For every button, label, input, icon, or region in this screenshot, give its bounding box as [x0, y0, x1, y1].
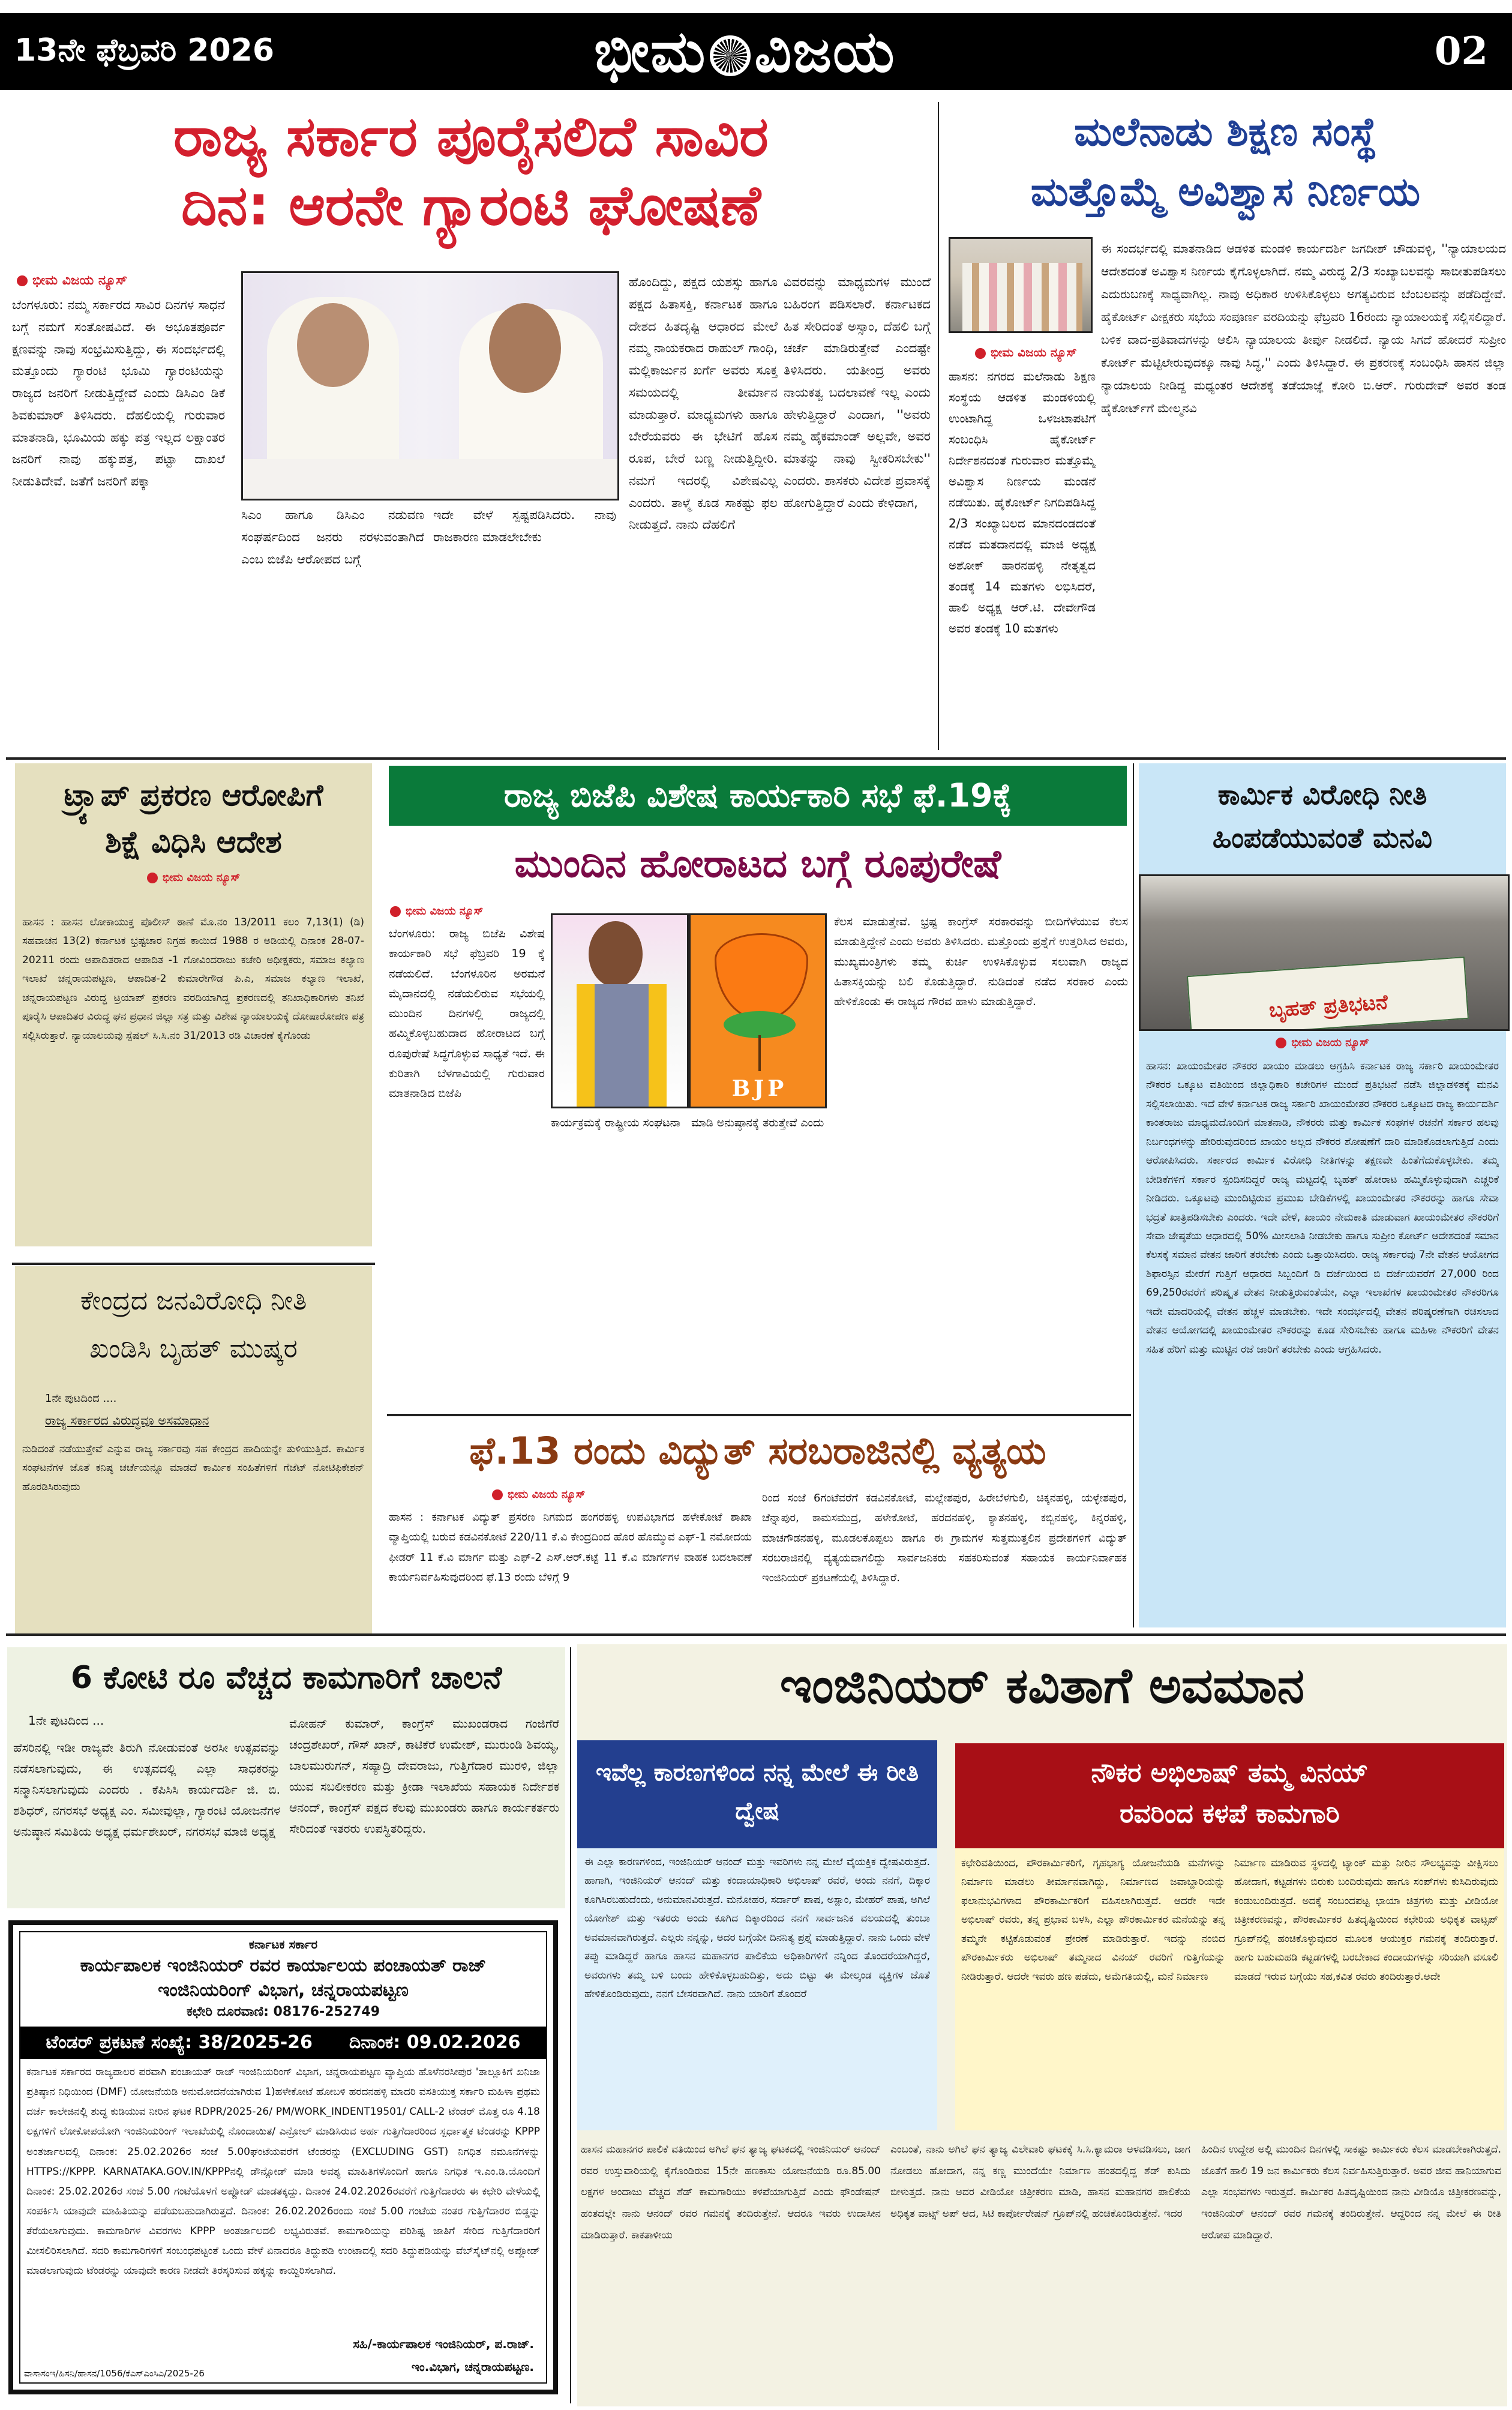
story9-subhead-left-box [577, 1740, 937, 1848]
story1-headline-line1: ರಾಜ್ಯ ಸರ್ಕಾರ ಪೂರೈಸಲಿದೆ ಸಾವಿರ [173, 104, 769, 169]
story8-col2: ಮೋಹನ್ ಕುಮಾರ್, ಕಾಂಗ್ರೆಸ್ ಮುಖಂಡರಾದ ಗಂಜಿಗೆರೆ ಚಂದ್ರಶೇಖರ್, ಗೌಸ್ ಖಾನ್, ಕಾಟಿಕೆರೆ ಉಮೇಶ್, ಮುರುಂಡಿ ಶಿವಯ್ಯ, ಬಾಲಮುರುಗನ್, ಸಹ್ಯಾದ್ರಿ ದೇವರಾಜು, ಗುತ್ತಿಗೆದಾರ ಮುರಳಿ, ಜಿಲ್ಲಾ ಯುವ ಸಬಲೀಕರಣ ಮತ್ತು ಕ್ರೀಡಾ ಇಲಾಖೆಯ ಸಹಾಯಕ ನಿರ್ದೇಶಕ ಆನಂದ್, ಕಾಂಗ್ರೆಸ್ ಪಕ್ಷದ ಕೆಲವು ಮುಖಂಡರು ಹಾಗೂ ಕಾರ್ಯಕರ್ತರು ಸೇರಿದಂತೆ ಇತರರು ಉಪಸ್ಥಿತರಿದ್ದರು. [289, 1716, 559, 1836]
story2-headline [945, 102, 1506, 228]
story9-left-body: ಈ ಎಲ್ಲಾ ಕಾರಣಗಳಿಂದ, ಇಂಜಿನಿಯರ್ ಆನಂದ್ ಮತ್ತು ಇವರಿಗಳು ನನ್ನ ಮೇಲೆ ವೈಯಕ್ತಿಕ ದ್ವೇಷವಿರುತ್ತದೆ. ಹಾಗಾಗಿ, ಇಂಜಿನಿಯರ್ ಆನಂದ್ ಮತ್ತು ಕಂದಾಯಾಧಿಕಾರಿ ಅಭಿಲಾಷ್ ರವರೆ, ಅಂದು ನನಗೆ, ದಿಕ್ಕಾರ ಕೂಗಿಸಿರಬಹುದೆಂದು, ಅನುಮಾನವಿರುತ್ತದೆ. ಮನೋಹರ, ಸರ್ದಾರ್ ಪಾಷ, ಅಸ್ಲಾಂ, ಮೇಹರ್ ಪಾಷ, ಅಗಿಲೆ ಯೋಗೇಶ್ ಮತ್ತು ಇತರರು ಅಂದು ಕೂಗಿದ ದಿಕ್ಕಾರದಿಂದ ನನಗೆ ಸಾರ್ವಜನಿಕ ವಲಯದಲ್ಲಿ ತುಂಬಾ ಅವಮಾನವಾಗಿರುತ್ತದೆ. ಎಲ್ಲರು ನನ್ನನ್ನು, ಅದರ ಬಗ್ಗೆಯೇ ದಿನನಿತ್ಯ ಪ್ರಶ್ನೆ ಮಾಡುತ್ತಿದ್ದಾರೆ. ನಾನು ಒಂದು ವೇಳೆ ತಪ್ಪು ಮಾಡಿದ್ದರೆ ಹಾಗೂ ಹಾಸನ ಮಹಾನಗರ ಪಾಲಿಕೆಯ ಅಧಿಕಾರಿಗಳಿಗೆ ನನ್ನಿಂದ ತೊಂದರೆಯಾಗಿದ್ದರೆ, ಅವರುಗಳು ತಮ್ಮ ಬಳಿ ಬಂದು ಹೇಳಿಕೊಳ್ಳಬಹುದಿತ್ತು, ಅದು ಬಿಟ್ಟು ಈ ಮೇಲ್ಕಂಡ ವ್ಯಕ್ತಿಗಳ ಜೊತೆ ಹೇಳಿಕೊಂಡಿರುವುದು, ನನಗೆ ಬೇಸರವಾಗಿದೆ. ನಾನು ಯಾರಿಗೆ ತೊಂದರೆ [584, 1856, 930, 2001]
story9-bottom-col3: ಹಿಂದಿನ ಉದ್ದೇಶ ಅಲ್ಲಿ ಮುಂದಿನ ದಿನಗಳಲ್ಲಿ ಸಾಕಷ್ಟು ಕಾರ್ಮಿಕರು ಕೆಲಸ ಮಾಡಬೇಕಾಗಿರುತ್ತದೆ. ಜೊತೆಗೆ ಹಾಲಿ 19 ಜನ ಕಾರ್ಮಿಕರು ಕೆಲಸ ನಿರ್ವಹಿಸುತ್ತಿರುತ್ತಾರೆ. ಅವರ ಜೀವ ಹಾನಿಯಾಗುವ ಎಲ್ಲಾ ಸಂಭವಗಳು ಇರುತ್ತದೆ. ಕಾರ್ಮಿಕರ ಹಿತದೃಷ್ಟಿಯಿಂದ ನಾನು ವೀಡಿಯೊ ಚಿತ್ರೀಕರಣವನ್ನು, ಇಂಜಿನಿಯರ್ ಆನಂದ್ ರವರ ಗಮನಕ್ಕೆ ತಂದಿರುತ್ತೇನೆ. ಆದ್ದರಿಂದ ನನ್ನ ಮೇಲೆ ಈ ರೀತಿ ಆರೋಪ ಮಾಡಿದ್ದಾರೆ. [1201, 2144, 1501, 2241]
ad-office-line1: ಕಾರ್ಯಪಾಲಕ ಇಂಜಿನಿಯರ್ ರವರ ಕಾರ್ಯಾಲಯ ಪಂಚಾಯತ್ ರಾಜ್ [80, 1955, 487, 1976]
story5-banner-text: ರಾಜ್ಯ ಬಿಜೆಪಿ ವಿಶೇಷ ಕಾರ್ಯಕಾರಿ ಸಭೆ ಫೆ.19ಕ್ಕೆ [503, 777, 1012, 814]
tender-advertisement [8, 1920, 558, 2394]
ad-tender-bar [20, 2027, 546, 2059]
page-number: 02 [1434, 29, 1488, 74]
bullet-icon [390, 906, 401, 917]
ad-phone: ಕಛೇರಿ ದೂರವಾಣಿ: 08176-252749 [186, 2004, 380, 2019]
column-divider [570, 1647, 571, 2403]
story9-left-column-box [577, 1848, 937, 2130]
story9-right-col1: ಕಛೇರಿವತಿಯಿಂದ, ಪೌರಕಾರ್ಮಿಕರಿಗೆ, ಗೃಹಭಾಗ್ಯ ಯೋಜನೆಯಡಿ ಮನೆಗಳನ್ನು ನಿರ್ಮಾಣ ಮಾಡಲು ತೀರ್ಮಾನವಾಗಿದ್ದು, ನಿರ್ಮಾಣದ ಜವಾಬ್ದಾರಿಯನ್ನು ಫಲಾನುಭವಿಗಳಾದ ಪೌರಕಾರ್ಮಿಕರಿಗೆ ವಹಿಸಲಾಗಿರುತ್ತದೆ. ಆದರೇ ಇದೇ ಅಭಿಲಾಷ್ ರವರು, ತನ್ನ ಪ್ರಭಾವ ಬಳಸಿ, ಎಲ್ಲಾ ಪೌರಕಾರ್ಮಿಕರ ಮನೆಯನ್ನು ತನ್ನ ತಮ್ಮನೇ ಕಟ್ಟಿಕೊಡುವಂತೆ ಪ್ರೇರಣೆ ಮಾಡಿರುತ್ತಾರೆ. ಇದನ್ನು ನಂಬಿದ ಪೌರಕಾರ್ಮಿಕರು ಅಭಿಲಾಷ್ ತಮ್ಮನಾದ ವಿನಯ್ ರವರಿಗೆ ಗುತ್ತಿಗೆಯನ್ನು ನೀಡಿರುತ್ತಾರೆ. ಆದರೇ ಇವರು ಹಣ ಪಡೆದು, ಅಮೆಗತಿಯಲ್ಲಿ, ಮನೆ ನಿರ್ಮಾಣ [961, 1857, 1225, 1983]
story6-byline: ಭೀಮ ವಿಜಯ ನ್ಯೂಸ್ [1139, 1036, 1506, 1049]
logo-text-left: ಭೀಮ [594, 18, 707, 85]
bullet-icon [975, 348, 986, 359]
bjp-logo [689, 913, 827, 1108]
story6-headline-line2: ಹಿಂಪಡೆಯುವಂತೆ ಮನವಿ [1212, 822, 1433, 854]
ad-tender-date: ದಿನಾಂಕ: 09.02.2026 [349, 2032, 521, 2053]
story9-subhead-right-box [955, 1743, 1504, 1848]
story4-body: ನುಡಿದಂತೆ ನಡೆಯುತ್ತೇವೆ ಎನ್ನುವ ರಾಜ್ಯ ಸರ್ಕಾರವು ಸಹ ಕೇಂದ್ರದ ಹಾದಿಯನ್ನೇ ತುಳಿಯುತ್ತಿದೆ. ಕಾರ್ಮಿಕ ಸಂಘಟನೆಗಳ ಜೊತೆ ಕನಿಷ್ಠ ಚರ್ಚೆಯನ್ನೂ ಮಾಡದೆ ಕಾರ್ಮಿಕ ಸಂಹಿತೆಗಳಿಗೆ ಗೆಜೆಟ್ ನೋಟಿಫಿಕೇಶನ್ ಹೊರಡಿಸಿರುವುದು [22, 1443, 364, 1493]
ad-body: ಕರ್ನಾಟಕ ಸರ್ಕಾರದ ರಾಜ್ಯಪಾಲರ ಪರವಾಗಿ ಪಂಚಾಯತ್ ರಾಜ್ ಇಂಜಿನಿಯರಿಂಗ್ ವಿಭಾಗ, ಚನ್ನರಾಯಪಟ್ಟಣ ವ್ಯಾಪ್ತಿಯ ಹೊಳೆನರಸೀಪುರ 'ತಾಲ್ಲೂಕಿಗೆ ಖನಿಜಾ ಪ್ರತಿಷ್ಠಾನ ನಿಧಿಯಿಂದ (DMF) ಯೋಜನೆಯಡಿ ಅನುಮೋದನೆಯಾಗಿರುವ 1)ಹಳೇಕೋಟೆ ಹೋಬಳಿ ಹರದನಹಳ್ಳಿ ಮಾದರಿ ವಸತಿಯುಕ್ತ ಸರ್ಕಾರಿ ಮಹಿಳಾ ಪ್ರಥಮ ದರ್ಜೆ ಕಾಲೇಜಿನಲ್ಲಿ ಶುದ್ಧ ಕುಡಿಯುವ ನೀರಿನ ಘಟಕ RDPR/2025-26/ PM/WORK_INDENT19501/ CALL-2 ಟೆಂಡರ್ ಮೊತ್ತ ರೂ 4.18 ಲಕ್ಷಗಳಿಗೆ ಲೋಕೋಪಯೋಗಿ ಇಂಜಿನಿಯರಿಂಗ್ ಇಲಾಖೆಯಲ್ಲಿ ನೊಂದಾಯಿತ/ ಎನ್ರೋಲ್ ಮಾಡಿಸಿರುವ ಅರ್ಹ ಗುತ್ತಿಗೆದಾರರಿಂದ ಸ್ಪರ್ಧಾತ್ಮಕ ಟೆಂಡರನ್ನು KPPP ಅಂತರ್ಜಾಲದಲ್ಲಿ ದಿನಾಂಕ: 25.02.2026ರ ಸಂಜೆ 5.00ಘಂಟೆಯವರೆಗೆ ಟೆಂಡರನ್ನು (EXCLUDING GST) ನಿಗಧಿತ ನಮೂನೆಗಳನ್ನು HTTPS://KPPP. KARNATAKA.GOV.IN/KPPPನಲ್ಲಿ ಡೌನ್ಲೋಡ್ ಮಾಡಿ ಅವಶ್ಯ ಮಾಹಿತಿಗಳೊಂದಿಗೆ ಹಾಗೂ ನಿಗಧಿತ ಇ.ಎಂ.ಡಿ.ಯೊಂದಿಗೆ ದಿನಾಂಕ: 25.02.2026ರ ಸಂಜೆ 5.00 ಗಂಟೆಯೊಳಗೆ ಅಪ್ಲೋಡ್ ಮಾಡತಕ್ಕದ್ದು. ದಿನಾಂಕ 24.02.2026ರವರೆಗೆ ಗುತ್ತಿಗೆದಾರರು ಈ ಕಛೇರಿ ವೇಳೆಯಲ್ಲಿ ಸಂಪರ್ಕಿಸಿ ಯಾವುದೇ ಮಾಹಿತಿಯನ್ನು ಪಡೆಯಬಹುದಾಗಿರುತ್ತದೆ. ದಿನಾಂಕ: 26.02.2026ರಂದು ಸಂಜೆ 5.00 ಗಂಟೆಯ ನಂತರ ಗುತ್ತಿಗೆದಾರರ ಬಿಡ್ಡನ್ನು ತೆರೆಯಲಾಗುವುದು. ಕಾಮಗಾರಿಗಳ ವಿವರಗಳು KPPP ಅಂತರ್ಜಾಲದಲಿ ಲಭ್ಯವಿರುತವೆ. ಕಾಮಗಾರಿಯನ್ನು ಪರಿಶಿಷ್ಟ ಜಾತಿಗೆ ಸೇರಿದ ಗುತ್ತಿಗೆದಾರರಿಗೆ ಮೀಸಲಿರಿಸಲಾಗಿದೆ. ಸದರಿ ಕಾಮಗಾರಿಗಳಿಗೆ ಸಂಬಂಧಪಟ್ಟಂತೆ ಒಂದು ವೇಳೆ ಏನಾದರೂ ತಿದ್ದುಪಡಿ ಉಂಟಾದಲ್ಲಿ ಸದರಿ ತಿದ್ದುಪಡಿಯನ್ನು ವೆಬ್‌ಸೈಟ್‌ನಲ್ಲಿ ಅಪ್ಲೋಡ್ ಮಾಡಲಾಗುವುದು ಟೆಂಡರನ್ನು ಯಾವುದೇ ಕಾರಣ ನೀಡದೇ ತಿರಸ್ಕರಿಸುವ ಹಕ್ಕನ್ನು ಕಾಯ್ದಿರಿಸಲಾಗಿದೆ. [26, 2066, 540, 2277]
ad-signature-line1: ಸಹಿ/-ಕಾರ್ಯಪಾಲಕ ಇಂಜಿನಿಯರ್, ಪ.ರಾಜ್. [353, 2337, 534, 2351]
story3-headline-line1: ಟ್ರ್ಯಾಪ್ ಪ್ರಕರಣ ಆರೋಪಿಗೆ [64, 778, 323, 813]
story7-col2: ರಿಂದ ಸಂಜೆ 6ಗಂಟೆವರೆಗೆ ಕಡವಿನಕೋಟೆ, ಮಲ್ಲೇಶಪುರ, ಹಿರೇಬೆಳಗುಲಿ, ಚಿಕ್ಕನಹಳ್ಳಿ, ಯಳ್ಳೇಶಪುರ, ಚೆನ್ನಾಪುರ, ಕಾಮಸಮುದ್ರ, ಹಳೇಕೋಟೆ, ಹರದನಹಳ್ಳಿ, ಕ್ಯಾತನಹಳ್ಳಿ, ಕಬ್ಬಿನಹಳ್ಳಿ, ಕಿನ್ನರಹಳ್ಳಿ, ಮಾಚಗೌಡನಹಳ್ಳಿ, ಮೂಡಲಕೊಪ್ಪಲು ಹಾಗೂ ಈ ಗ್ರಾಮಗಳ ಸುತ್ತಮುತ್ತಲಿನ ಪ್ರದೇಶಗಳಿಗೆ ವಿದ್ಯುತ್ ಸರಬರಾಜಿನಲ್ಲಿ ವ್ಯತ್ಯಯವಾಗಲಿದ್ದು ಸಾರ್ವಜನಿಕರು ಸಹಕರಿಸುವಂತೆ ಸಹಾಯಕ ಕಾರ್ಯನಿರ್ವಾಹಕ ಇಂಜಿನಿಯರ್ ಪ್ರಕಟಣೆಯಲ್ಲಿ ತಿಳಿಸಿದ್ದಾರೆ. [762, 1492, 1127, 1585]
story6-headline-line1: ಕಾರ್ಮಿಕ ವಿರೋಧಿ ನೀತಿ [1217, 778, 1427, 811]
story1-photo-cm-dcm [241, 271, 619, 500]
story1-byline: ಭೀಮ ವಿಜಯ ನ್ಯೂಸ್ [17, 273, 221, 288]
section-divider [12, 1263, 375, 1265]
bullet-icon [17, 275, 28, 286]
ad-gov-name: ಕರ್ನಾಟಕ ಸರ್ಕಾರ [248, 1937, 318, 1952]
logo-text-right: ವಿಜಯ [754, 18, 896, 85]
story4-subhead: ರಾಜ್ಯ ಸರ್ಕಾರದ ವಿರುದ್ಧವೂ ಅಸಮಾಧಾನ [45, 1413, 209, 1428]
story4-continued: 1ನೇ ಪುಟದಿಂದ .... [45, 1392, 117, 1405]
masthead [0, 13, 1512, 90]
story5-headline: ಮುಂದಿನ ಹೋರಾಟದ ಬಗ್ಗೆ ರೂಪುರೇಷೆ [514, 842, 1001, 886]
story2-col2: ಈ ಸಂದರ್ಭದಲ್ಲಿ ಮಾತನಾಡಿದ ಆಡಳಿತ ಮಂಡಳಿ ಕಾರ್ಯದರ್ಶಿ ಜಗದೀಶ್ ಚೌಡುವಳ್ಳಿ, ''ನ್ಯಾಯಾಲಯದ ಆದೇಶದಂತೆ ಅವಿಶ್ವಾಸ ನಿರ್ಣಯ ಕೈಗೊಳ್ಳಲಾಗಿದೆ. ನಮ್ಮ ವಿರುದ್ಧ 2/3 ಸಂಖ್ಯಾಬಲವನ್ನು ಸಾಬೀತುಪಡಿಸಲು ಎದುರುಬಣಕ್ಕೆ ಸಾಧ್ಯವಾಗಿಲ್ಲ. ನಾವು ಅಧಿಕಾರ ಉಳಿಸಿಕೊಳ್ಳಲು ಅಗತ್ಯವಿರುವ ಬೆಂಬಲವನ್ನು ಪಡೆದಿದ್ದೇವೆ. ಹೈಕೋರ್ಟ್ ವೀಕ್ಷಕರು ಸಭೆಯ ಸಂಪೂರ್ಣ ವರದಿಯನ್ನು ಫೆಬ್ರವರಿ 16ರಂದು ನ್ಯಾಯಾಲಯಕ್ಕೆ ಸಲ್ಲಿಸಲಿದ್ದಾರೆ. ಬಳಿಕ ವಾದ-ಪ್ರತಿವಾದಗಳನ್ನು ಆಲಿಸಿ ನ್ಯಾಯಾಲಯ ತೀರ್ಪು ನೀಡಲಿದೆ. ನ್ಯಾಯ ಸಿಗದೆ ಹೋದರೆ ಸುಪ್ರೀಂ ಕೋರ್ಟ್ ಮೆಟ್ಟಿಲೇರುವುದಕ್ಕೂ ನಾವು ಸಿದ್ಧ,'' ಎಂದು ತಿಳಿಸಿದ್ದಾರೆ. ಈ ಪ್ರಕರಣಕ್ಕೆ ಸಂಬಂಧಿಸಿ ಹಾಸನ ಜಿಲ್ಲಾ ನ್ಯಾಯಾಲಯ ನೀಡಿದ್ದ ಮಧ್ಯಂತರ ಆದೇಶಕ್ಕೆ ತಡೆಯಾಜ್ಞೆ ಕೋರಿ ಬಿ.ಆರ್. ಗುರುದೇವ್ ಅವರ ತಂಡ ಹೈಕೋರ್ಟ್‌ಗೆ ಮೇಲ್ಮನವಿ [1101, 241, 1506, 415]
story1-col1: ಬೆಂಗಳೂರು: ನಮ್ಮ ಸರ್ಕಾರದ ಸಾವಿರ ದಿನಗಳ ಸಾಧನೆ ಬಗ್ಗೆ ನಮಗೆ ಸಂತೋಷವಿದೆ. ಈ ಅಭೂತಪೂರ್ವ ಕ್ಷಣವನ್ನು ನಾವು ಸಂಭ್ರಮಿಸುತ್ತಿದ್ದು, ಈ ಸಂದರ್ಭದಲ್ಲಿ ಮತ್ತೊಂದು ಗ್ಯಾರಂಟಿ ಭೂಮಿ ಗ್ಯಾರಂಟಿಯನ್ನು ರಾಜ್ಯದ ಜನರಿಗೆ ನೀಡುತ್ತಿದ್ದೇವೆ ಎಂದು ಡಿಸಿಎಂ ಡಿಕೆ ಶಿವಕುಮಾರ್ ತಿಳಿಸಿದರು. ದೆಹಲಿಯಲ್ಲಿ ಗುರುವಾರ ಮಾತನಾಡಿ, ಭೂಮಿಯ ಹಕ್ಕು ಪತ್ರ ಇಲ್ಲದ ಲಕ್ಷಾಂತರ ಜನರಿಗೆ ನಾವು ಹಕ್ಕುಪತ್ರ, ಪಟ್ಟಾ ದಾಖಲೆ ನೀಡುತಿದೇವೆ. ಜತೆಗೆ ಜನರಿಗೆ ಪಕ್ಕಾ [12, 298, 225, 488]
story9-subhead-right-line1: ನೌಕರ ಅಭಿಲಾಷ್ ತಮ್ಮ ವಿನಯ್ [1091, 1758, 1369, 1788]
story9-subhead-left: ಇವೆಲ್ಲ ಕಾರಣಗಳಿಂದ ನನ್ನ ಮೇಲೆ ಈ ರೀತಿ ದ್ವೇಷ [595, 1759, 919, 1825]
story2-headline-line1: ಮಲೆನಾಡು ಶಿಕ್ಷಣ ಸಂಸ್ಥೆ [1074, 109, 1377, 155]
story1-col4: ವಿವರವನ್ನು ಮಾಧ್ಯಮಗಳ ಮುಂದೆ ಬಹಿರಂಗ ಪಡಿಸಲಾರೆ. ಕರ್ನಾಟಕದ ಹಿತ ಸೇರಿದಂತೆ ಅಸ್ಸಾಂ, ದೆಹಲಿ ಬಗ್ಗೆ ಚರ್ಚೆ ಮಾಡಿರುತ್ತೇವೆ ಎಂದಷ್ಟೇ ತಿಳಿಸಿದರು. ಯತೀಂದ್ರ ಅವರು ನಾಯಕತ್ವ ಬದಲಾವಣೆ ಇಲ್ಲ ಎಂದು ಹೇಳುತ್ತಿದ್ದಾರೆ ಎಂದಾಗ, ''ಅವರು ನಮ್ಮ ಹೈಕಮಾಂಡ್ ಅಲ್ಲವೇ, ಅವರ ಮಾತನ್ನು ನಾವು ಸ್ವೀಕರಿಸಬೇಕು'' ಎಂದರು. ಶಾಸಕರು ವಿದೇಶ ಪ್ರವಾಸಕ್ಕೆ ಹೋಗುತ್ತಿದ್ದಾರೆ ಎಂದು ಕೇಳಿದಾಗ, [784, 275, 931, 510]
ad-signature-line2: ಇಂ.ವಿಭಾಗ, ಚನ್ನರಾಯಪಟ್ಟಣ. [411, 2360, 534, 2374]
section-divider [6, 1633, 1506, 1636]
story7-byline: ಭೀಮ ವಿಜಯ ನ್ಯೂಸ್ [492, 1488, 648, 1501]
story4-box [15, 1266, 372, 1635]
protest-banner-text: ಬೃಹತ್ ಪ್ರತಿಭಟನೆ [1268, 990, 1389, 1023]
story1-caption-col1: ಸಿಎಂ ಹಾಗೂ ಡಿಸಿಎಂ ನಡುವಣ ಸಂಘರ್ಷದಿಂದ ಜನರು ನರಳುವಂತಾಗಿದೆ ಎಂಬ ಬಿಜೆಪಿ ಆರೋಪದ ಬಗ್ಗೆ [241, 508, 424, 566]
story3-box [15, 763, 372, 1246]
story8-continued: 1ನೇ ಪುಟದಿಂದ ... [28, 1713, 104, 1728]
story2-byline: ಭೀಮ ವಿಜಯ ನ್ಯೂಸ್ [975, 345, 1107, 359]
story2-photo-group [949, 237, 1093, 333]
story6-photo-protest [1139, 874, 1510, 1031]
story9-bottom-col2: ಎಂಬಂತೆ, ನಾನು ಅಗಿಲೆ ಘನ ತ್ಯಾಜ್ಯ ವಿಲೇವಾರಿ ಘಟಕಕ್ಕೆ ಸಿ.ಸಿ.ಕ್ಯಾಮರಾ ಅಳವಡಿಸಲು, ಜಾಗ ನೋಡಲು ಹೋದಾಗ, ನನ್ನ ಕಣ್ಣ ಮುಂದೆಯೇ ನಿರ್ಮಾಣ ಹಂತದಲ್ಲಿದ್ದ ಶೆಡ್ ಕುಸಿದು ಬೀಳುತ್ತದೆ. ನಾನು ಅದರ ವೀಡಿಯೋ ಚಿತ್ರೀಕರಣ ಮಾಡಿ, ಹಾಸನ ಮಹಾನಗರ ಪಾಲಿಕೆಯ ಅಧಿಕೃತ ವಾಟ್ಸ್ ಅಪ್ ಆದ, ಸಿಟಿ ಕಾರ್ಪೋರೇಷನ್ ಗ್ರೂಪ್‌ನಲ್ಲಿ ಹಂಚಿಕೊಂಡಿರುತ್ತೇನೆ. ಇದರ [890, 2144, 1190, 2220]
chakra-icon [710, 35, 751, 76]
ad-tender-number: ಟೆಂಡರ್ ಪ್ರಕಟಣೆ ಸಂಖ್ಯೆ: 38/2025-26 [46, 2032, 313, 2053]
story7-headline: ಫೆ.13 ರಂದು ವಿದ್ಯುತ್ ಸರಬರಾಜಿನಲ್ಲಿ ವ್ಯತ್ಯಯ [469, 1429, 1046, 1473]
story8-headline: 6 ಕೋಟಿ ರೂ ವೆಚ್ಚದ ಕಾಮಗಾರಿಗೆ ಚಾಲನೆ [70, 1660, 502, 1696]
bullet-icon [147, 873, 158, 883]
story6-box [1139, 763, 1506, 1627]
story9-subhead-right-line2: ರವರಿಂದ ಕಳಪೆ ಕಾಮಗಾರಿ [1120, 1798, 1340, 1829]
story2-col1: ಹಾಸನ: ನಗರದ ಮಲೆನಾಡು ಶಿಕ್ಷಣ ಸಂಸ್ಥೆಯ ಆಡಳಿತ ಮಂಡಳಿಯಲ್ಲಿ ಉಂಟಾಗಿದ್ದ ಒಳಜಟಾಪಟಿಗೆ ಸಂಬಂಧಿಸಿ ಹೈಕೋರ್ಟ್ ನಿರ್ದೇಶನದಂತೆ ಗುರುವಾರ ಮತ್ತೊಮ್ಮೆ ಅವಿಶ್ವಾಸ ನಿರ್ಣಯ ಮಂಡನೆ ನಡೆಯಿತು. ಹೈಕೋರ್ಟ್ ನಿಗದಿಪಡಿಸಿದ್ದ 2/3 ಸಂಖ್ಯಾಬಲದ ಮಾನದಂಡದಂತೆ ನಡೆದ ಮತದಾನದಲ್ಲಿ ಮಾಜಿ ಅಧ್ಯಕ್ಷ ಅಶೋಕ್ ಹಾರನಹಳ್ಳಿ ನೇತೃತ್ವದ ತಂಡಕ್ಕೆ 14 ಮತಗಳು ಲಭಿಸಿದರೆ, ಹಾಲಿ ಅಧ್ಯಕ್ಷ ಆರ್.ಟಿ. ದೇವೇಗೌಡ ಅವರ ತಂಡಕ್ಕೆ 10 ಮತಗಳು [949, 369, 1096, 636]
story6-body: ಹಾಸನ: ಖಾಯಂಮೇತರ ನೌಕರರ ಖಾಯಂ ಮಾಡಲು ಆಗ್ರಹಿಸಿ ಕರ್ನಾಟಕ ರಾಜ್ಯ ಸರ್ಕಾರಿ ಖಾಯಂಮೇತರ ನೌಕರರ ಒಕ್ಕೂಟ ವತಿಯಿಂದ ಜಿಲ್ಲಾಧಿಕಾರಿ ಕಚೇರಿಗಳ ಮುಂದೆ ಪ್ರತಿಭಟನೆ ನಡೆಸಿ ಜಿಲ್ಲಾಡಳಿತಕ್ಕೆ ಮನವಿ ಸಲ್ಲಿಸಲಾಯಿತು. ಇದೆ ವೇಳೆ ಕರ್ನಾಟಕ ರಾಜ್ಯ ಸರ್ಕಾರಿ ಖಾಯಂಮೇತರ ನೌಕರರ ಒಕ್ಕೂಟದ ರಾಜ್ಯ ಕಾರ್ಯದರ್ಶಿ ಕಾಂತರಾಜು ಮಾಧ್ಯಮದೊಂದಿಗೆ ಮಾತನಾಡಿ, ನೌಕರರು ಮತ್ತು ಕಾರ್ಮಿಕ ಸಂಘಗಳ ರಚನೆಗೆ ಸರ್ಕಾರ ಹಲವು ನಿರ್ಬಂಧಗಳನ್ನು ಹೇರಿರುವುದರಿಂದ ಖಾಯಂ ಅಲ್ಲದ ನೌಕರರ ಶೋಷಣೆಗೆ ದಾರಿ ಮಾಡಿಕೊಡಲಾಗುತ್ತಿದೆ ಎಂದು ಆರೋಪಿಸಿದರು. ಸರ್ಕಾರದ ಕಾರ್ಮಿಕ ವಿರೋಧಿ ನೀತಿಗಳನ್ನು ತಕ್ಷಣವೇ ಹಿಂತೆಗೆದುಕೊಳ್ಳಬೇಕು. ತಮ್ಮ ಬೇಡಿಕೆಗಳಿಗೆ ಸರ್ಕಾರ ಸ್ಪಂದಿಸದಿದ್ದರೆ ರಾಜ್ಯ ಮಟ್ಟದಲ್ಲಿ ಬೃಹತ್ ಹೋರಾಟ ಹಮ್ಮಿಕೊಳ್ಳುವುದಾಗಿ ಎಚ್ಚರಿಕೆ ನೀಡಿದರು. ಒಕ್ಕೂಟವು ಮುಂದಿಟ್ಟಿರುವ ಪ್ರಮುಖ ಬೇಡಿಕೆಗಳಲ್ಲಿ ಖಾಯಂಮೇತರ ನೌಕರರನ್ನು ಹಾಗೂ ಸೇವಾ ಭದ್ರತೆ ಖಾತ್ರಿಪಡಿಸಬೇಕು ಎಂದರು. ಇದೇ ವೇಳೆ, ಖಾಯಂ ನೇಮಕಾತಿ ಮಾಡುವಾಗ ಖಾಯಂಮೇತರ ನೌಕರರಿಗೆ ಸೇವಾ ಜೇಷ್ಠತೆಯ ಆಧಾರದಲ್ಲಿ 50% ಮೀಸಲಾತಿ ನೀಡಬೇಕು ಹಾಗೂ ಸುಪ್ರೀಂ ಕೋರ್ಟ್ ಆದೇಶದಂತೆ ಸಮಾನ ಕೆಲಸಕ್ಕೆ ಸಮಾನ ವೇತನ ಜಾರಿಗೆ ತರಬೇಕು ಎಂದು ಒತ್ತಾಯಿಸಿದರು. ರಾಜ್ಯ ಸರ್ಕಾರವು 7ನೇ ವೇತನ ಆಯೋಗದ ಶಿಫಾರಸ್ಸಿನ ಮೇರೆಗೆ ಗುತ್ತಿಗೆ ಆಧಾರದ ಸಿಬ್ಬಂದಿಗೆ ಡಿ ದರ್ಜೆಯಿಂದ ಬಿ ದರ್ಜೆಯವರೆಗೆ 27,000 ರಿಂದ 69,250ರವರೆಗೆ ಪರಿಷ್ಕೃತ ವೇತನ ನೀಡುತ್ತಿರುವಂತೆಯೇ, ಎಲ್ಲಾ ಇಲಾಖೆಗಳ ಖಾಯಂಮೇತರ ನೌಕರರಿಗೂ ಇದೇ ಮಾದರಿಯಲ್ಲಿ ವೇತನ ಹೆಚ್ಚಳ ಮಾಡಬೇಕು. ಇದೇ ಸಂದರ್ಭದಲ್ಲಿ ವೇತನ ಪರಿಷ್ಕರಣೆಗಾಗಿ ರಚಿಸಲಾದ ವೇತನ ಆಯೋಗದಲ್ಲಿ ಖಾಯಂಮೇತರ ನೌಕರರನ್ನು ಕೂಡ ಸೇರಿಸಬೇಕು ಹಾಗೂ ಮಹಿಳಾ ನೌಕರರಿಗೆ ವೇತನ ಸಹಿತ ಹೆರಿಗೆ ಮತ್ತು ಮುಟ್ಟಿನ ರಜೆ ಜಾರಿಗೆ ತರಬೇಕು ಎಂದು ಆಗ್ರಹಿಸಿದರು. [1146, 1060, 1499, 1356]
story4-headline-line2: ಖಂಡಿಸಿ ಬೃಹತ್ ಮುಷ್ಕರ [89, 1333, 298, 1364]
newspaper-logo [594, 18, 896, 86]
story5-photo-speaker [551, 913, 689, 1108]
story2-headline-line2: ಮತ್ತೊಮ್ಮೆ ಅವಿಶ್ವಾಸ ನಿರ್ಣಯ [1030, 169, 1421, 215]
story9-right-column-box [955, 1848, 1504, 2130]
story3-byline: ಭೀಮ ವಿಜಯ ನ್ಯೂಸ್ [15, 871, 372, 884]
story8-box [7, 1647, 565, 1908]
story5-col1: ಬೆಂಗಳೂರು: ರಾಜ್ಯ ಬಿಜೆಪಿ ವಿಶೇಷ ಕಾರ್ಯಕಾರಿ ಸಭೆ ಫೆಬ್ರವರಿ 19 ಕ್ಕೆ ನಡೆಯಲಿದೆ. ಬೆಂಗಳೂರಿನ ಅರಮನೆ ಮೈದಾನದಲ್ಲಿ ನಡೆಯಲಿರುವ ಸಭೆಯಲ್ಲಿ ಮುಂದಿನ ದಿನಗಳಲ್ಲಿ ರಾಜ್ಯದಲ್ಲಿ ಹಮ್ಮಿಕೊಳ್ಳಬಹುದಾದ ಹೋರಾಟದ ಬಗ್ಗೆ ರೂಪುರೇಷೆ ಸಿದ್ಧಗೊಳ್ಳುವ ಸಾಧ್ಯತೆ ಇದೆ. ಈ ಕುರಿತಾಗಿ ಬೆಳಗಾವಿಯಲ್ಲಿ ಗುರುವಾರ ಮಾತನಾಡಿದ ಬಿಜೆಪಿ [389, 927, 545, 1100]
story9-box [577, 1644, 1507, 2406]
issue-date: 13ನೇ ಫೆಬ್ರವರಿ 2026 [14, 32, 275, 68]
story8-col1: ಹೆಸರಿನಲ್ಲಿ ಇಡೀ ರಾಜ್ಯವೇ ತಿರುಗಿ ನೋಡುವಂತೆ ಅರಸೀ ಉತ್ಸವವನ್ನು ನಡೆಸಲಾಗುವುದು, ಈ ಉತ್ಸವದಲ್ಲಿ ಎಲ್ಲಾ ಸಾಧಕರನ್ನು ಸನ್ಮಾನಿಸಲಾಗುವುದು ಎಂದರು . ಕೆಪಿಸಿಸಿ ಕಾರ್ಯದರ್ಶಿ ಜಿ. ಬಿ. ಶಶಿಧರ್, ನಗರಸಭೆ ಅಧ್ಯಕ್ಷ ಎಂ. ಸಮೀವುಲ್ಲಾ, ಗ್ಯಾರಂಟಿ ಯೋಜನೆಗಳ ಅನುಷ್ಠಾನ ಸಮಿತಿಯ ಅಧ್ಯಕ್ಷ ಧರ್ಮಶೇಖರ್, ನಗರಸಭೆ ಮಾಜಿ ಅಧ್ಯಕ್ಷ [13, 1740, 280, 1839]
story9-bottom-col1: ಹಾಸನ ಮಹಾನಗರ ಪಾಲಿಕೆ ವತಿಯಿಂದ ಅಗಿಲೆ ಘನ ತ್ಯಾಜ್ಯ ಘಟಕದಲ್ಲಿ ಇಂಜಿನಿಯರ್ ಆನಂದ್ ರವರ ಉಸ್ತುವಾರಿಯಲ್ಲಿ ಕೈಗೊಂಡಿರುವ 15ನೇ ಹಣಕಾಸು ಯೋಜನೆಯಡಿ ರೂ.85.00 ಲಕ್ಷಗಳ ಅಂದಾಜು ವೆಚ್ಚದ ಶೆಡ್ ಕಾಮಗಾರಿಯು ಕಳಪೆಯಾಗುತ್ತಿದೆ ಎಂದು ಫೌಂಡೇಷನ್ ಹಂತದಲ್ಲೇ ನಾನು ಆನಂದ್ ರವರ ಗಮನಕ್ಕೆ ತಂದಿರುತ್ತೇನೆ. ಆದರೂ ಇವರು ಉದಾಸೀನ ಮಾಡಿರುತ್ತಾರೆ. ಕಾಕತಾಳೀಯ [581, 2144, 881, 2241]
story1-caption-col2: ಇದೇ ವೇಳೆ ಸ್ಪಷ್ಟಪಡಿಸಿದರು. ನಾವು ರಾಜಕಾರಣ ಮಾಡಲೇಬೇಕು [433, 508, 616, 544]
section-divider [6, 757, 1506, 760]
story5-banner [389, 766, 1127, 826]
bullet-icon [1276, 1038, 1286, 1048]
column-divider [1133, 763, 1134, 1627]
story9-headline: ಇಂಜಿನಿಯರ್ ಕವಿತಾಗೆ ಅವಮಾನ [779, 1657, 1305, 1714]
story1-col3: ಹೊಂದಿದ್ದು, ಪಕ್ಷದ ಯಶಸ್ಸು ಹಾಗೂ ಪಕ್ಷದ ಹಿತಾಸಕ್ತಿ, ಕರ್ನಾಟಕ ಹಾಗೂ ದೇಶದ ಹಿತದೃಷ್ಟಿ ಆಧಾರದ ಮೇಲೆ ನಮ್ಮ ನಾಯಕರಾದ ರಾಹುಲ್ ಗಾಂಧಿ, ಮಲ್ಲಿಕಾರ್ಜುನ ಖರ್ಗೆ ಅವರು ಸೂಕ್ತ ಸಮಯದಲ್ಲಿ ತೀರ್ಮಾನ ಮಾಡುತ್ತಾರೆ. ಮಾಧ್ಯಮಗಳು ಹಾಗೂ ಬೇರೆಯವರು ಈ ಭೇಟಿಗೆ ಹೊಸ ರೂಪ, ಬೇರೆ ಬಣ್ಣ ನೀಡುತ್ತಿದ್ದೀರಿ. ನಮಗೆ ಇದರಲ್ಲಿ ವಿಶೇಷವಿಲ್ಲ ಎಂದರು. ತಾಳ್ಮೆ ಕೂಡ ಸಾಕಷ್ಟು ಫಲ ನೀಡುತ್ತದೆ. ನಾನು ದೆಹಲಿಗೆ [629, 275, 778, 532]
story5-col4: ಕೆಲಸ ಮಾಡುತ್ತೇವೆ. ಭ್ರಷ್ಟ ಕಾಂಗ್ರೆಸ್ ಸರಕಾರವನ್ನು ಬೀದಿಗೆಳೆಯುವ ಕೆಲಸ ಮಾಡುತ್ತಿದ್ದೇನೆ ಎಂದು ಅವರು ತಿಳಿಸಿದರು. ಮತ್ತೊಂದು ಪ್ರಶ್ನೆಗೆ ಉತ್ತರಿಸಿದ ಅವರು, ಮುಖ್ಯಮಂತ್ರಿಗಳು ತಮ್ಮ ಕುರ್ಚಿ ಉಳಿಸಿಕೊಳ್ಳುವ ಸಲುವಾಗಿ ರಾಜ್ಯದ ಹಿತಾಸಕ್ತಿಯನ್ನು ಬಲಿ ಕೊಡುತ್ತಿದ್ದಾರೆ. ನುಡಿದಂತೆ ನಡೆದ ಸರಕಾರ ಎಂದು ಹೇಳಿಕೊಂಡು ಈ ರಾಜ್ಯದ ಗೌರವ ಹಾಳು ಮಾಡುತ್ತಿದ್ದಾರೆ. [834, 915, 1128, 1008]
section-divider [387, 1414, 1131, 1416]
story1-headline-line2: ದಿನ: ಆರನೇ ಗ್ಯಾರಂಟಿ ಘೋಷಣೆ [181, 173, 761, 238]
ad-office-line2: ಇಂಜಿನಿಯರಿಂಗ್ ವಿಭಾಗ, ಚನ್ನರಾಯಪಟ್ಟಣ [158, 1980, 409, 2001]
story7-col1: ಹಾಸನ : ಕರ್ನಾಟಕ ವಿದ್ಯುತ್ ಪ್ರಸರಣ ನಿಗಮದ ಹಂಗರಹಳ್ಳಿ ಉಪವಿಭಾಗದ ಹಳೇಕೋಟೆ ಶಾಖಾ ವ್ಯಾಪ್ತಿಯಲ್ಲಿ ಬರುವ ಕಡವಿನಕೋಟೆ 220/11 ಕೆ.ವಿ ಕೇಂದ್ರದಿಂದ ಹೊರ ಹೊಮ್ಮುವ ಎಫ್-1 ನಮೋದಯ ಫೀಡರ್ 11 ಕೆ.ವಿ ಮಾರ್ಗ ಮತ್ತು ಎಫ್-2 ಎಸ್.ಆರ್.ಕಟ್ಟೆ 11 ಕೆ.ವಿ ಮಾರ್ಗಗಳ ವಾಹಕ ಬದಲಾವಣೆ ಕಾರ್ಯನಿರ್ವಹಿಸುವುದರಿಂದ ಫೆ.13 ರಂದು ಬೆಳಿಗ್ಗೆ 9 [389, 1511, 752, 1584]
story9-right-col2: ನಿರ್ಮಾಣ ಮಾಡಿರುವ ಸ್ಥಳದಲ್ಲಿ ಟ್ಯಾಂಕ್ ಮತ್ತು ನೀರಿನ ಸೌಲಭ್ಯವನ್ನು ವೀಕ್ಷಿಸಲು ಹೋದಾಗ, ಕಟ್ಟಡಗಳು ಬಿರುಕು ಬಂದಿರುವುದು ಹಾಗೂ ಸಂಪ್‌ಗಳು ಕುಸಿದಿರುವುದು ಕಂಡುಬಂದಿರುತ್ತದೆ. ಅದಕ್ಕೆ ಸಂಬಂದಪಟ್ಟ ಛಾಯಾ ಚಿತ್ರಗಳು ಮತ್ತು ವೀಡಿಯೋ ಚಿತ್ರೀಕರಣವನ್ನು, ಪೌರಕಾರ್ಮಿಕರ ಹಿತದೃಷ್ಟಿಯಿಂದ ಕಛೇರಿಯ ಅಧಿಕೃತ ವಾಟ್ಸಪ್ ಗ್ರೂಪ್‌ನಲ್ಲಿ ಹಂಚಿಕೊಳ್ಳುವುದರ ಮೂಲಕ ಆಯುಕ್ತರ ಗಮನಕ್ಕೆ ತಂದಿರುತ್ತಾರೆ. ಹಾಗು ಬಹುಮಹಡಿ ಕಟ್ಟಡಗಳಲ್ಲಿ ಬರಬೇಕಾದ ಕಂದಾಯಗಳನ್ನು ಸರಿಯಾಗಿ ವಸೂಲಿ ಮಾಡದೆ ಇರುವ ಬಗ್ಗೆಯು ಸಹ,ಕವಿತ ರವರು ತಂದಿರುತ್ತಾರೆ.ಅದೇ [1234, 1857, 1498, 1983]
bjp-logo-text: BJP [731, 1076, 788, 1101]
story3-headline-line2: ಶಿಕ್ಷೆ ವಿಧಿಸಿ ಆದೇಶ [105, 825, 282, 859]
story5-caption-left: ಕಾರ್ಯಕ್ರಮಕ್ಕೆ ರಾಷ್ಟ್ರೀಯ ಸಂಘಟನಾ [551, 1116, 680, 1129]
story1-headline [12, 102, 930, 240]
story4-headline-line1: ಕೇಂದ್ರದ ಜನವಿರೋಧಿ ನೀತಿ [80, 1285, 307, 1316]
bullet-icon [492, 1489, 503, 1500]
column-divider [938, 102, 939, 750]
story5-caption-right: ಮಾಡಿ ಅನುಷ್ಠಾನಕ್ಕೆ ತರುತ್ತೇವೆ ಎಂದು [691, 1116, 824, 1129]
ad-reference-number: ವಾಸಾಸಂಇ/ಹಿಸನಿ/ಹಾಸನ/1056/ಕೆಎಸ್ಎಂಸಿಎ/2025-26 [24, 2368, 205, 2379]
story5-byline: ಭೀಮ ವಿಜಯ ನ್ಯೂಸ್ [390, 905, 546, 918]
story3-body: ಹಾಸನ : ಹಾಸನ ಲೋಕಾಯುಕ್ತ ಪೊಲೀಸ್ ಠಾಣೆ ಮೊ.ನಂ 13/2011 ಕಲಂ 7,13(1) (ಡಿ) ಸಹವಾಚನ 13(2) ಕರ್ನಾಟಕ ಭ್ರಷ್ಟಚಾರ ನಿಗ್ರಹ ಕಾಯಿದೆ 1988 ರ ಅಡಿಯಲ್ಲಿ ದಿನಾಂಕ 28-07-20211 ರಂದು ಆಪಾದಿತರಾದ ಆಪಾದಿತ -1 ಗೋವಿಂದರಾಜು ಕಚೇರಿ ಅಧೀಕ್ಷಕರು, ಸಮಾಜ ಕಲ್ಯಾಣ ಇಲಾಖೆ ಚನ್ನರಾಯಪಟ್ಟಣ, ಆಪಾದಿತ-2 ಕುಮಾರೇಗೌಡ ಪಿ.ಎ, ಸಮಾಜ ಕಲ್ಯಾಣ ಇಲಾಖೆ, ಚನ್ನರಾಯಪಟ್ಟಣ ವಿರುದ್ಧ ಟ್ರಯಾಪ್ ಪ್ರಕರಣ ವರದಿಯಾಗಿದ್ದ ಪ್ರಕರಣದಲ್ಲಿ ತನಿಖಾಧಿಕಾರಿಗಳು ತನಿಖೆ ಪೂರೈಸಿ ಆಪಾದಿತರ ವಿರುದ್ಧ ಘನ ಪ್ರಧಾನ ಜಿಲ್ಲಾ ಸತ್ರ ಮತ್ತು ವಿಶೇಷ ನ್ಯಾಯಾಲಯಕ್ಕೆ ದೋಷಾರೋಪಣ ಪತ್ರ ಸಲ್ಲಿಸಿರುತ್ತಾರೆ. ನ್ಯಾಯಾಲಯವು ಸ್ಪೆಷಲ್ ಸಿ.ಸಿ.ನಂ 31/2013 ರಡಿ ವಿಚಾರಣೆ ಕೈಗೊಂಡು [22, 916, 364, 1042]
